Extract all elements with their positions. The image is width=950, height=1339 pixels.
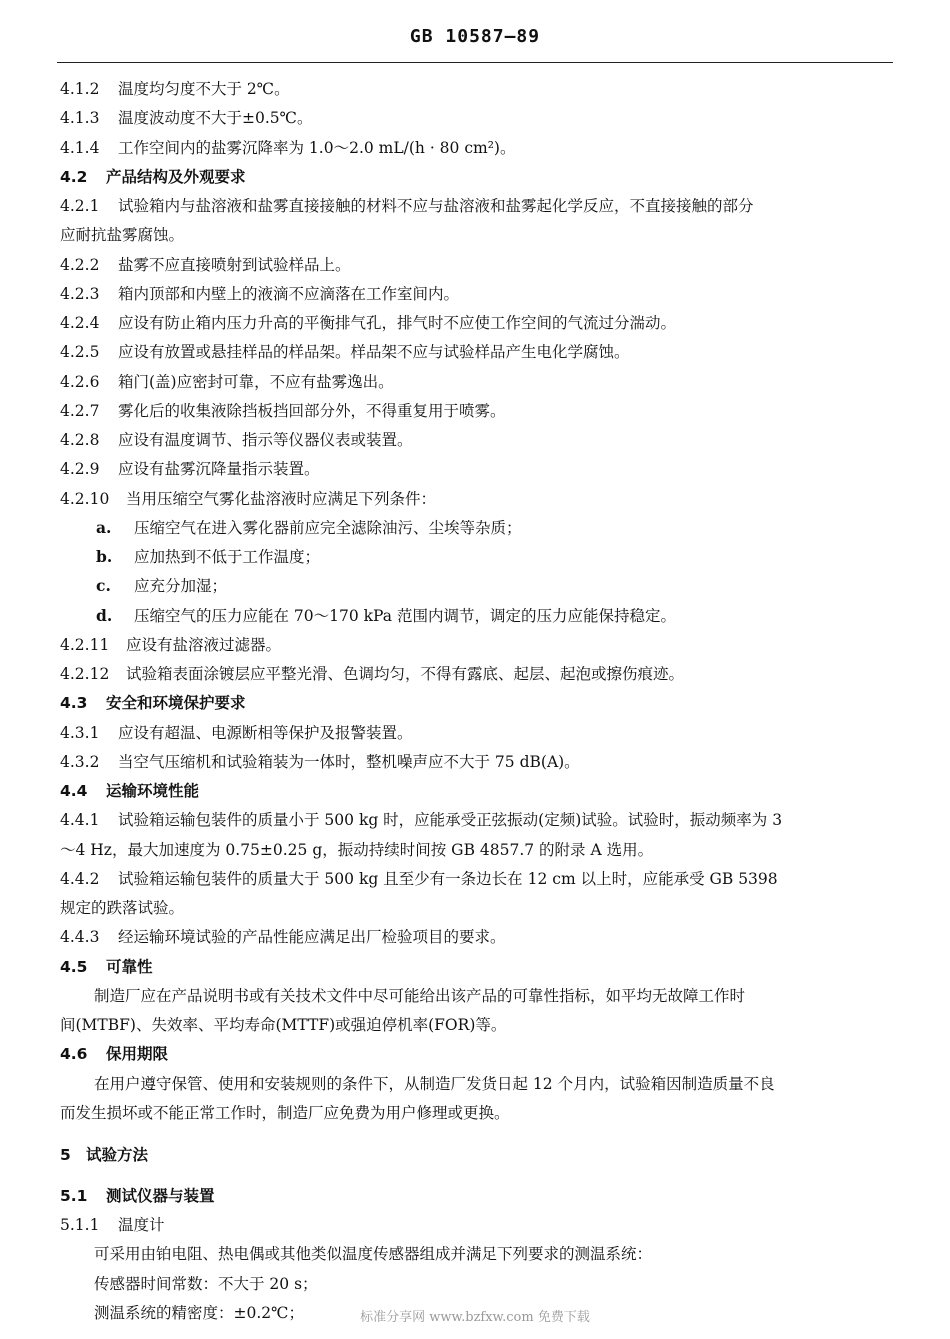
header-rule — [57, 62, 893, 63]
section-heading: 4.4 运输环境性能 — [60, 782, 200, 800]
list-item: c. 应充分加湿； — [96, 576, 228, 595]
paragraph-line: 制造厂应在产品说明书或有关技术文件中尽可能给出该产品的可靠性指标，如平均无故障工作时 — [94, 987, 746, 1005]
clause-line: 4.2.12 试验箱表面涂镀层应平整光滑、色调均匀，不得有露底、起层、起泡或擦伤痕迹。 — [60, 665, 685, 683]
clause-line: 4.1.2 温度均匀度不大于 2℃。 — [60, 80, 290, 98]
watermark-footer: 标准分享网 www.bzfxw.com 免费下载 — [360, 1310, 590, 1325]
list-item: d. 压缩空气的压力应能在 70～170 kPa 范围内调节，调定的压力应能保持稳定。 — [96, 606, 676, 625]
clause-line: 4.2.9 应设有盐雾沉降量指示装置。 — [60, 460, 320, 478]
clause-line: 4.4.2 试验箱运输包装件的质量大于 500 kg 且至少有一条边长在 12 cm 以上时，应能承受 GB 5398 — [60, 870, 778, 888]
paragraph-line: 在用户遵守保管、使用和安装规则的条件下，从制造厂发货日起 12 个月内，试验箱因制造质量不良 — [94, 1075, 775, 1093]
list-item: a. 压缩空气在进入雾化器前应完全滤除油污、尘埃等杂质； — [96, 518, 522, 537]
clause-continuation: ～4 Hz，最大加速度为 0.75±0.25 g，振动持续时间按 GB 4857.7 的附录 A 选用。 — [60, 841, 654, 859]
clause-line: 4.2.1 试验箱内与盐溶液和盐雾直接接触的材料不应与盐溶液和盐雾起化学反应，不直接接触的部分 — [60, 197, 754, 215]
clause-line: 4.2.7 雾化后的收集液除挡板挡回部分外，不得重复用于喷雾。 — [60, 402, 506, 420]
clause-line: 4.4.3 经运输环境试验的产品性能应满足出厂检验项目的要求。 — [60, 928, 506, 946]
clause-line: 4.3.2 当空气压缩机和试验箱装为一体时，整机噪声应不大于 75 dB(A)。 — [60, 753, 580, 771]
section-heading: 5.1 测试仪器与装置 — [60, 1187, 215, 1205]
clause-continuation: 规定的跌落试验。 — [60, 899, 185, 917]
paragraph-line: 而发生损坏或不能正常工作时，制造厂应免费为用户修理或更换。 — [60, 1104, 510, 1122]
clause-line: 4.2.3 箱内顶部和内壁上的液滴不应滴落在工作室间内。 — [60, 285, 460, 303]
clause-line: 4.2.8 应设有温度调节、指示等仪器仪表或装置。 — [60, 431, 413, 449]
section-heading: 4.2 产品结构及外观要求 — [60, 168, 246, 186]
paragraph-line: 可采用由铂电阻、热电偶或其他类似温度传感器组成并满足下列要求的测温系统： — [94, 1245, 653, 1263]
clause-line: 4.2.11 应设有盐溶液过滤器。 — [60, 636, 282, 654]
paragraph-line: 传感器时间常数：不大于 20 s； — [94, 1275, 318, 1293]
clause-line: 4.2.5 应设有放置或悬挂样品的样品架。样品架不应与试验样品产生电化学腐蚀。 — [60, 343, 630, 361]
clause-line: 4.2.6 箱门(盖)应密封可靠，不应有盐雾逸出。 — [60, 373, 394, 391]
paragraph-line: 测温系统的精密度：±0.2℃； — [94, 1304, 304, 1322]
clause-line: 4.1.4 工作空间内的盐雾沉降率为 1.0～2.0 mL/(h · 80 cm²)。 — [60, 139, 516, 157]
clause-line: 4.2.2 盐雾不应直接喷射到试验样品上。 — [60, 256, 351, 274]
list-item: b. 应加热到不低于工作温度； — [96, 547, 321, 566]
clause-line: 4.1.3 温度波动度不大于±0.5℃。 — [60, 109, 313, 127]
page-header: GB 10587—89 — [409, 26, 541, 47]
clause-continuation: 应耐抗盐雾腐蚀。 — [60, 226, 185, 244]
clause-line: 4.3.1 应设有超温、电源断相等保护及报警装置。 — [60, 724, 413, 742]
chapter-heading: 5 试验方法 — [60, 1146, 149, 1164]
section-heading: 4.5 可靠性 — [60, 958, 153, 976]
clause-line: 5.1.1 温度计 — [60, 1216, 165, 1234]
section-heading: 4.3 安全和环境保护要求 — [60, 694, 246, 712]
section-heading: 4.6 保用期限 — [60, 1045, 169, 1063]
clause-line: 4.2.4 应设有防止箱内压力升高的平衡排气孔，排气时不应使工作空间的气流过分湍动。 — [60, 314, 677, 332]
clause-line: 4.2.10 当用压缩空气雾化盐溶液时应满足下列条件： — [60, 490, 437, 508]
paragraph-line: 间(MTBF)、失效率、平均寿命(MTTF)或强迫停机率(FOR)等。 — [60, 1016, 507, 1034]
clause-line: 4.4.1 试验箱运输包装件的质量小于 500 kg 时，应能承受正弦振动(定频)试验。试验时，振动频率为 3 — [60, 811, 783, 829]
